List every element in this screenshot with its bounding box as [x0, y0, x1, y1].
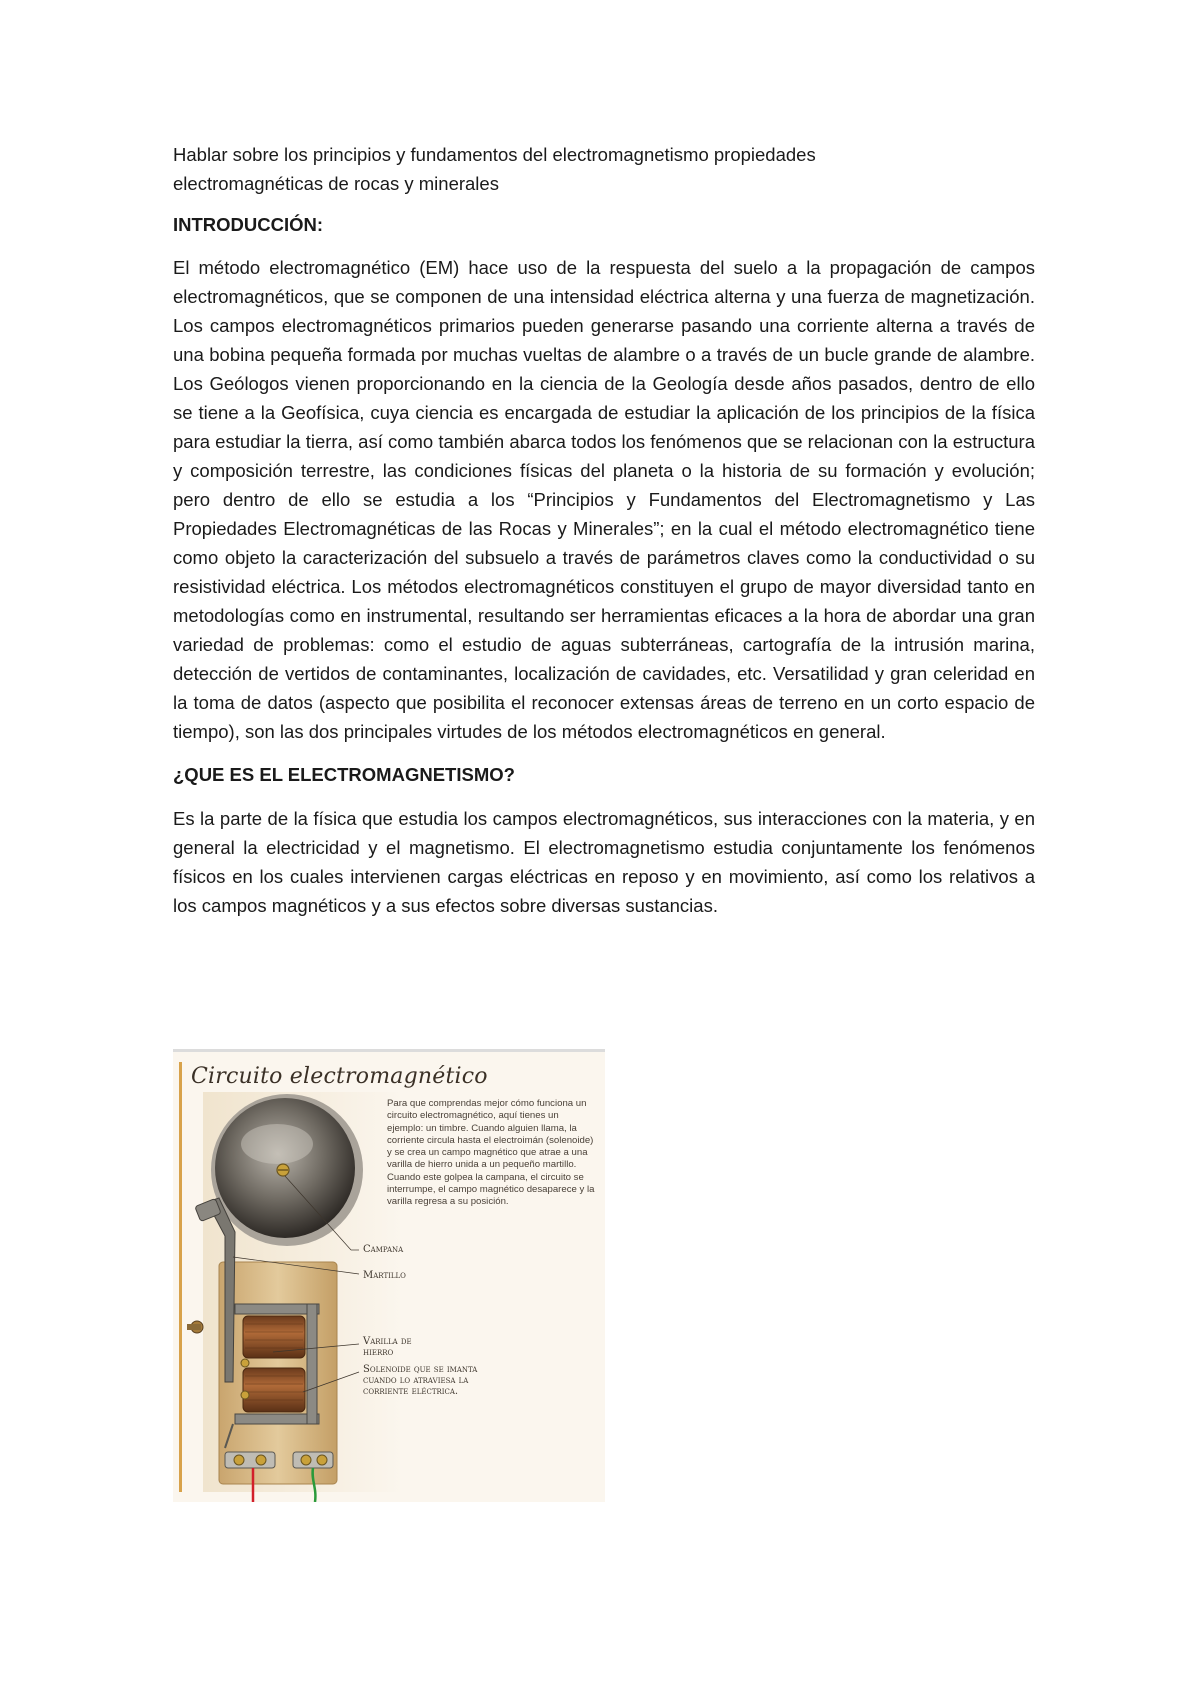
- title-line-2: electromagnéticas de rocas y minerales: [173, 173, 499, 194]
- introduction-heading: INTRODUCCIÓN:: [173, 214, 324, 235]
- title-rule: [179, 1062, 182, 1492]
- document-title: [173, 140, 1035, 198]
- solenoid-coil-lower: [243, 1368, 305, 1412]
- figure-description: Para que comprendas mejor cómo funciona un circuito electromagnético, aquí tienes un ejemplo: un timbre. Cuando alguien llama, la corriente circula hasta el electroimán (solenoide) y se crea un campo magnético que atrae a una varilla de hierro unida a un pequeño martillo. Cuando este golpea la campana, el circuito se interrumpe, el campo magnético desaparece y la varilla regresa a su posición.: [387, 1098, 595, 1208]
- title-line-1: Hablar sobre los principios y fundamentos del electromagnetismo propiedades: [173, 144, 816, 165]
- electromagnetism-heading: ¿QUE ES EL ELECTROMAGNETISMO?: [173, 764, 515, 785]
- figure-title: Circuito electromagnético: [191, 1064, 488, 1089]
- label-varilla: Varilla de hierro: [363, 1336, 412, 1358]
- document-page: [173, 140, 1035, 920]
- introduction-paragraph: El método electromagnético (EM) hace uso de la respuesta del suelo a la propagación de campos electromagnéticos, que se componen de una intensidad eléctrica alterna y una fuerza de magnetización. Los campos electromagnéticos primarios pueden generarse pasando una corriente alterna a través de una bobina pequeña formada por muchas vueltas de alambre o a través de un bucle grande de alambre. Los Geólogos vienen proporcionando en la ciencia de la Geología desde años pasados, dentro de ello se tiene a la Geofísica, cuya ciencia es encargada de estudiar la aplicación de los principios de la física para estudiar la tierra, así como también abarca todos los fenómenos que se relacionan con la estructura y composición terrestre, las condiciones físicas del planeta o la historia de su formación y evolución; pero dentro de ello se estudia a los “Principios y Fundamentos del Electromagnetismo y Las Propiedades Electromagnéticas de las Rocas y Minerales”; en la cual el método electromagnético tiene como objeto la caracterización del subsuelo a través de parámetros claves como la conductividad o su resistividad eléctrica. Los métodos electromagnéticos constituyen el grupo de mayor diversidad tanto en metodologías como en instrumental, resultando ser herramientas eficaces a la hora de abordar una gran variedad de problemas: como el estudio de aguas subterráneas, cartografía de la intrusión marina, detección de vertidos de contaminantes, localización de cavidades, etc. Versatilidad y gran celeridad en la toma de datos (aspecto que posibilita el reconocer extensas áreas de terreno en un corto espacio de tiempo), son las dos principales virtudes de los métodos electromagnéticos en general.: [173, 257, 1035, 742]
- electromagnetic-circuit-figure: [173, 1049, 605, 1502]
- label-martillo: Martillo: [363, 1270, 406, 1281]
- terminal-left: [225, 1452, 275, 1468]
- electromagnetism-paragraph: Es la parte de la física que estudia los campos electromagnéticos, sus interacciones con la materia, y en general la electricidad y el magnetismo. El electromagnetismo estudia conjuntamente los fenómenos físicos en los cuales intervienen cargas eléctricas en reposo y en movimiento, así como los relativos a los campos magnéticos y a sus efectos sobre diversas sustancias.: [173, 808, 1035, 916]
- label-solenoide: Solenoide que se imanta cuando lo atraviesa la corriente eléctrica.: [363, 1364, 478, 1397]
- label-campana: Campana: [363, 1244, 404, 1255]
